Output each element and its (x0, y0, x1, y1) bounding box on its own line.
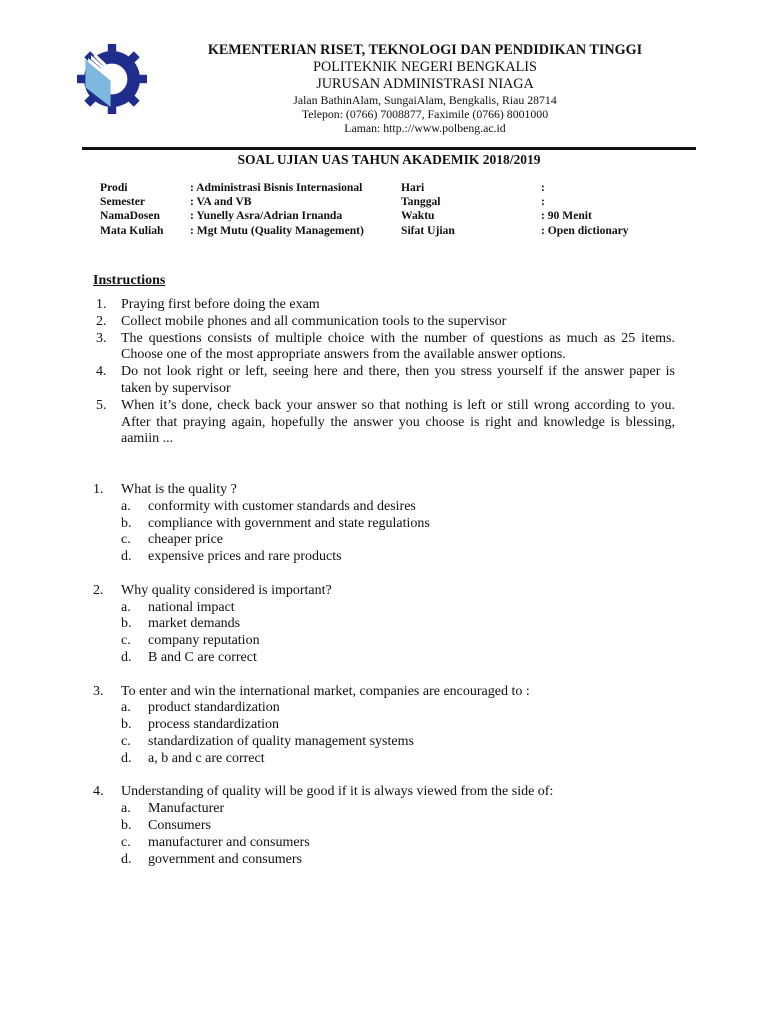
item-text: The questions consists of multiple choice with the number of questions as much as 25 items. Choose one of the most appropriate answers from the available answer options. (121, 330, 675, 363)
info-value: : Yunelly Asra/Adrian Irnanda (190, 209, 343, 223)
option-text: standardization of quality management systems (148, 733, 414, 749)
info-label: Mata Kuliah (100, 223, 164, 237)
option-text: manufacturer and consumers (148, 834, 310, 850)
question-list (93, 482, 675, 885)
question (93, 583, 675, 667)
phone: Telepon: (0766) 7008877, Faximile (0766) 8001000 (301, 107, 549, 121)
option-text: Manufacturer (148, 801, 225, 817)
option-letter: c. (121, 633, 131, 649)
info-value: : (541, 195, 545, 209)
address: Jalan BathinAlam, SungaiAlam, Bengkalis, Riau 28714 (293, 93, 557, 107)
option-text: company reputation (148, 633, 260, 649)
answer-option (93, 499, 675, 516)
option-letter: b. (121, 817, 132, 833)
option-text: national impact (148, 599, 235, 615)
option-letter: a. (121, 498, 131, 514)
info-value: : Open dictionary (541, 223, 629, 237)
answer-option (93, 818, 675, 835)
polbeng-logo (77, 44, 147, 114)
info-value: : Administrasi Bisnis Internasional (190, 181, 363, 194)
item-number: 2. (96, 313, 107, 329)
option-letter: b. (121, 717, 132, 733)
question-number: 2. (93, 582, 104, 598)
option-text: process standardization (148, 717, 280, 733)
info-value: : (541, 181, 545, 194)
answer-option (93, 650, 675, 667)
question-number: 3. (93, 683, 104, 699)
option-letter: a. (121, 801, 131, 817)
option-letter: b. (121, 616, 132, 632)
website: Laman: http.://www.polbeng.ac.id (344, 121, 506, 135)
question-text (93, 784, 675, 801)
option-letter: c. (121, 532, 131, 548)
item-text: Collect mobile phones and all communication tools to the supervisor (121, 313, 507, 329)
answer-option (93, 717, 675, 734)
question (93, 482, 675, 566)
option-text: Consumers (148, 817, 211, 833)
question-number: 1. (93, 482, 104, 497)
info-label: NamaDosen (100, 209, 160, 223)
answer-option (93, 616, 675, 633)
info-label: Tanggal (401, 195, 441, 209)
info-label: Waktu (401, 209, 435, 223)
option-letter: a. (121, 700, 131, 716)
item-number: 4. (96, 364, 107, 380)
option-text: expensive prices and rare products (148, 549, 342, 565)
question-number: 4. (93, 784, 104, 800)
option-letter: c. (121, 834, 131, 850)
answer-option (93, 549, 675, 566)
option-letter: d. (121, 851, 132, 867)
answer-option (93, 600, 675, 617)
option-letter: a. (121, 599, 131, 615)
list-item (93, 398, 675, 448)
letterhead (160, 42, 690, 135)
item-text: When it’s done, check back your answer so that nothing is left or still wrong according to you. After that praying again, hopefully the answer you choose is right and knowledge is blessing, aamiin ... (121, 397, 675, 447)
option-letter: d. (121, 649, 132, 665)
info-label: Hari (401, 181, 425, 194)
question-label: What is the quality ? (121, 482, 237, 497)
answer-option (93, 633, 675, 650)
question-label: To enter and win the international market, companies are encouraged to : (121, 683, 530, 699)
option-text: government and consumers (148, 851, 302, 867)
answer-option (93, 700, 675, 717)
exam-title: SOAL UJIAN UAS TAHUN AKADEMIK 2018/2019 (237, 152, 541, 167)
info-label: Sifat Ujian (401, 223, 455, 237)
question (93, 784, 675, 868)
option-text: B and C are correct (148, 649, 257, 665)
question-label: Understanding of quality will be good if it is always viewed from the side of: (121, 784, 554, 800)
answer-option (93, 801, 675, 818)
answer-option (93, 751, 675, 768)
question-text (93, 684, 675, 701)
info-label: Semester (100, 195, 146, 209)
question (93, 684, 675, 768)
answer-option (93, 532, 675, 549)
item-number: 3. (96, 330, 107, 346)
option-letter: d. (121, 549, 132, 565)
option-text: compliance with government and state regulations (148, 515, 430, 531)
list-item (93, 364, 675, 398)
item-text: Do not look right or left, seeing here and there, then you stress yourself if the answer paper is taken by supervisor (121, 364, 675, 396)
instructions-heading: Instructions (93, 273, 166, 288)
instructions-list (93, 297, 675, 448)
info-value: : 90 Menit (541, 209, 592, 223)
option-text: conformity with customer standards and desires (148, 498, 416, 514)
option-letter: b. (121, 515, 132, 531)
answer-option (93, 852, 675, 869)
option-text: a, b and c are correct (148, 750, 265, 766)
ministry-name: KEMENTERIAN RISET, TEKNOLOGI DAN PENDIDIKAN TINGGI (207, 42, 643, 58)
option-letter: c. (121, 733, 131, 749)
info-value: : VA and VB (190, 195, 252, 209)
list-item (93, 314, 675, 331)
option-text: product standardization (148, 700, 280, 716)
item-number: 5. (96, 397, 107, 413)
item-text: Praying first before doing the exam (121, 297, 320, 312)
question-text (93, 482, 675, 499)
institution-name: POLITEKNIK NEGERI BENGKALIS (313, 59, 537, 75)
info-label: Prodi (100, 181, 128, 194)
answer-option (93, 516, 675, 533)
answer-option (93, 734, 675, 751)
option-text: cheaper price (148, 532, 223, 548)
item-number: 1. (96, 297, 107, 312)
header-divider (82, 147, 696, 150)
answer-option (93, 835, 675, 852)
info-value: : Mgt Mutu (Quality Management) (190, 223, 364, 237)
list-item (93, 331, 675, 365)
option-letter: d. (121, 750, 132, 766)
question-label: Why quality considered is important? (121, 582, 332, 598)
question-text (93, 583, 675, 600)
option-text: market demands (148, 616, 241, 632)
department-name: JURUSAN ADMINISTRASI NIAGA (316, 76, 534, 92)
list-item (93, 297, 675, 314)
